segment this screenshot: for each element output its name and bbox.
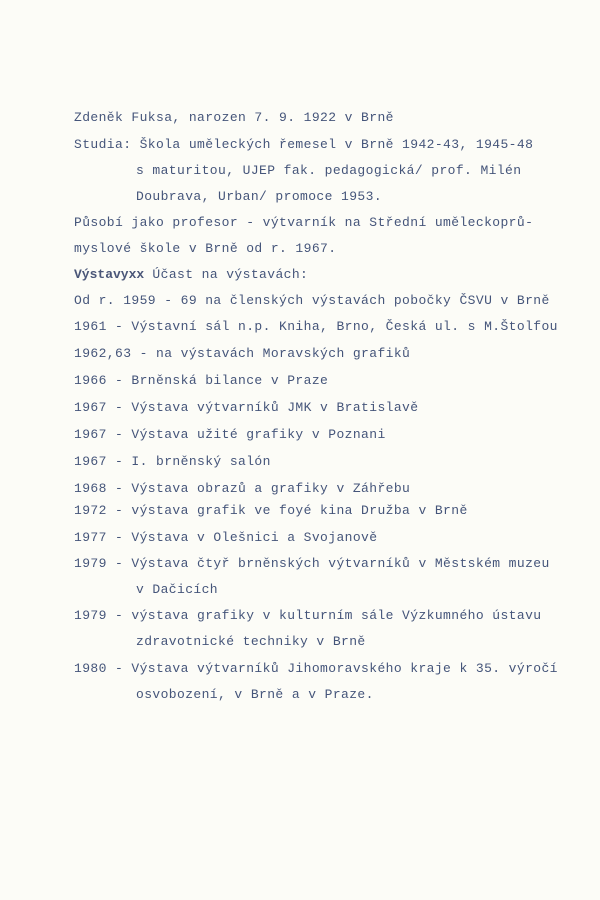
exhibition-entry: 1967 - I. brněnský salón (74, 454, 271, 469)
line-exhibitions-heading (74, 267, 308, 283)
exhibition-entry: Od r. 1959 - 69 na členských výstavách pobočky ČSVU v Brně (74, 293, 550, 308)
exhibition-entry: 1977 - Výstava v Olešnici a Svojanově (74, 530, 378, 545)
exhibition-entry: 1967 - Výstava užité grafiky v Poznani (74, 427, 386, 442)
exhibition-entry: 1972 - výstava grafik ve foyé kina Družba v Brně (74, 503, 468, 518)
exhibition-entry: 1968 - Výstava obrazů a grafiky v Záhřebu (74, 481, 411, 496)
line-name: Zdeněk Fuksa, narozen 7. 9. 1922 v Brně (74, 110, 394, 125)
exhibition-entry: 1961 - Výstavní sál n.p. Kniha, Brno, Česká ul. s M.Štolfou (74, 319, 558, 334)
exhibitions-heading: Účast na výstavách: (152, 267, 309, 282)
line-profession: Působí jako profesor - výtvarník na Střední uměleckoprů- (74, 215, 534, 230)
exhibition-entry-cont: osvobození, v Brně a v Praze. (136, 687, 374, 702)
line-profession-cont: myslové škole v Brně od r. 1967. (74, 241, 337, 256)
struck-over-text: Výstavyxx (74, 267, 145, 282)
exhibition-entry: 1967 - Výstava výtvarníků JMK v Bratislavě (74, 400, 419, 415)
line-studies: Studia: Škola uměleckých řemesel v Brně 1942-43, 1945-48 (74, 137, 534, 152)
exhibition-entry: 1979 - výstava grafiky v kulturním sále Výzkumného ústavu (74, 608, 542, 623)
exhibition-entry: 1980 - Výstava výtvarníků Jihomoravského kraje k 35. výročí (74, 661, 558, 676)
line-studies-cont-2: Doubrava, Urban/ promoce 1953. (136, 189, 383, 204)
exhibition-entry: 1962,63 - na výstavách Moravských grafiků (74, 346, 411, 361)
exhibition-entry-cont: v Dačicích (136, 582, 219, 597)
line-studies-cont-1: s maturitou, UJEP fak. pedagogická/ prof. Milén (136, 163, 522, 178)
exhibition-entry: 1966 - Brněnská bilance v Praze (74, 373, 329, 388)
exhibition-entry-cont: zdravotnické techniky v Brně (136, 634, 366, 649)
exhibition-entry: 1979 - Výstava čtyř brněnských výtvarníků v Městském muzeu (74, 556, 550, 571)
